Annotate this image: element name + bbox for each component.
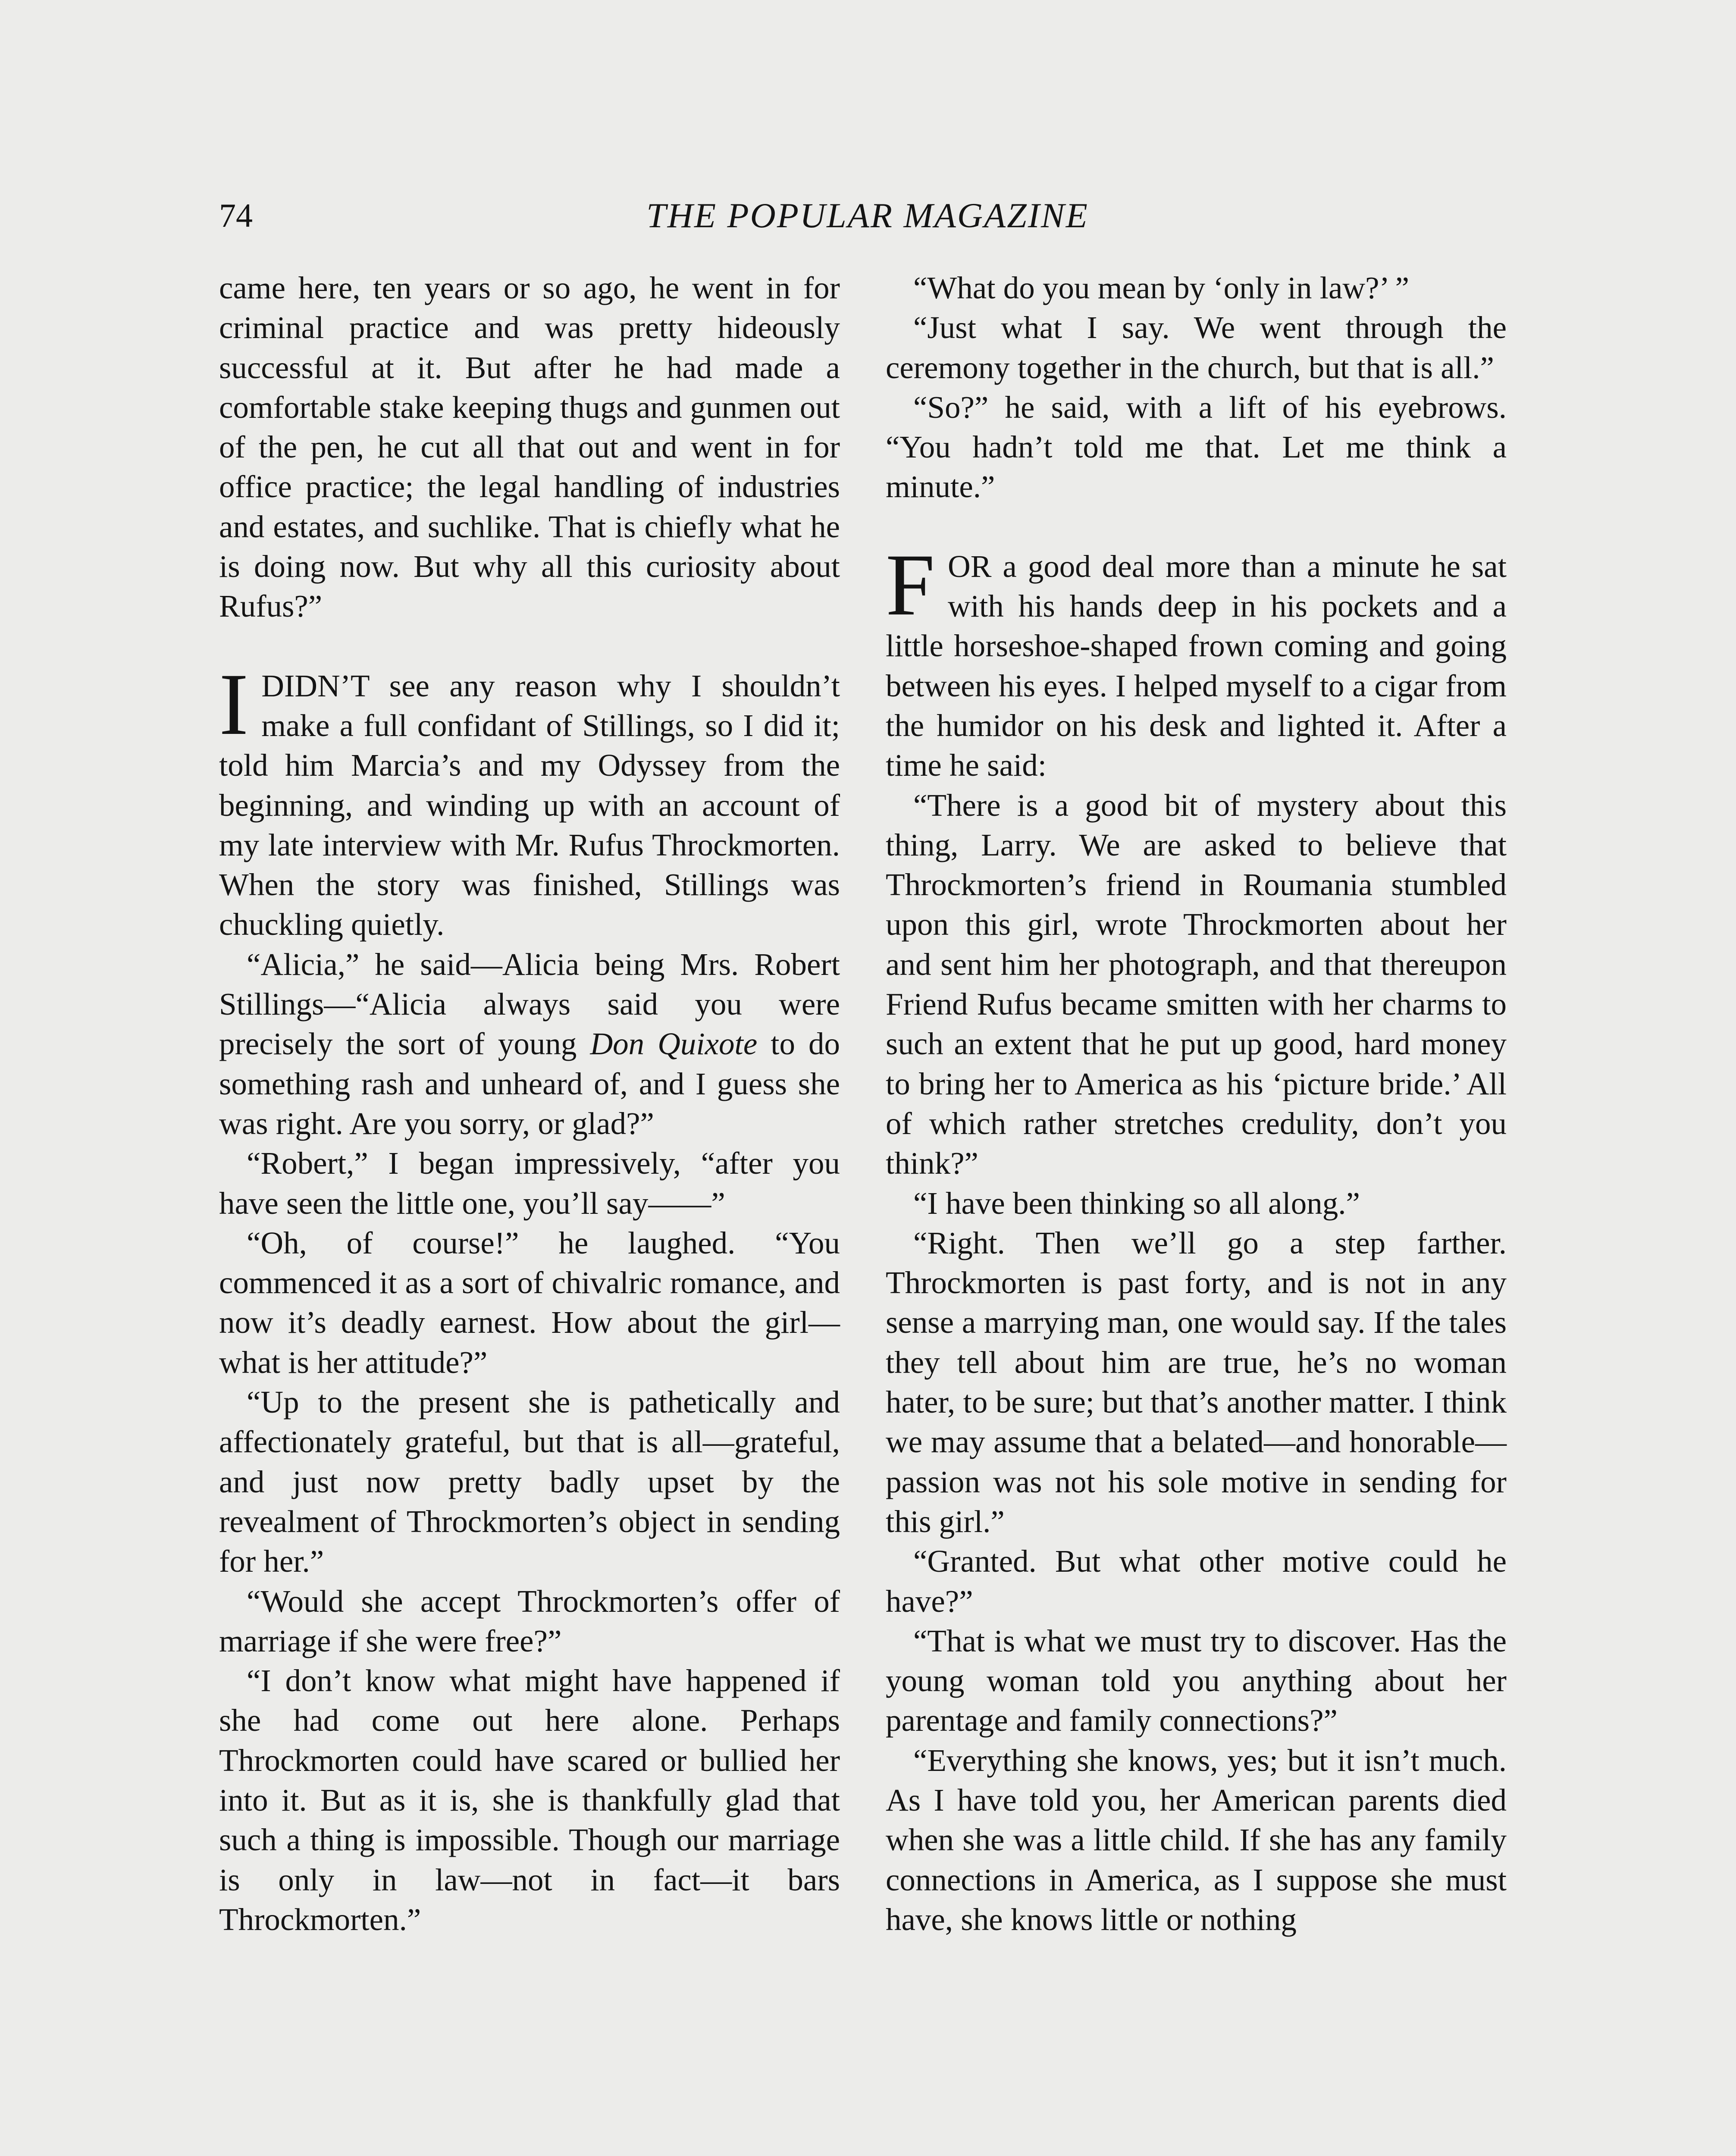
paragraph: “Robert,” I began impressively, “after you have seen the little one, you’ll say——” — [219, 1146, 840, 1221]
paragraph: “Right. Then we’ll go a step farther. Throckmorten is past forty, and is not in any sense a marrying man, one would say. If the tales they tell about him are true, he’s no woman hater, to be sure; but that’s another matter. I think we may assume that a belated—and honorable—passion was not his sole motive in sending for this girl.” — [886, 1225, 1507, 1539]
paragraph: “Would she accept Throckmorten’s offer of marriage if she were free?” — [219, 1583, 840, 1658]
page-header — [219, 190, 1516, 241]
paragraph: “There is a good bit of mystery about this thing, Larry. We are asked to believe that Throckmorten’s friend in Roumania stumbled upon this girl, wrote Throckmorten about her and sent him her photograph, and that thereupon Friend Rufus became smitten with her charms to such an extent that he put up good, hard money to bring her to America as his ‘picture bride.’ All of which rather stretches credulity, don’t you think?” — [886, 787, 1507, 1181]
paragraph: “Everything she knows, yes; but it isn’t much. As I have told you, her American parents died when she was a little child. If she has any family connections in America, as I suppose she must have, she knows little or nothing — [886, 1742, 1507, 1937]
section-text: OR a good deal more than a minute he sat with his hands deep in his pockets and a little horseshoe-shaped frown coming and going between his eyes. I helped myself to a cigar from the humidor on his desk and lighted it. After a time he said: — [886, 548, 1507, 783]
paragraph: “I have been thinking so all along.” — [913, 1185, 1360, 1221]
drop-cap: F — [886, 536, 935, 634]
drop-cap: I — [219, 655, 249, 753]
paragraph: “That is what we must try to discover. Has the young woman told you anything about her parentage and family connections?” — [886, 1623, 1507, 1738]
paragraph: “Granted. But what other motive could he have?” — [886, 1544, 1507, 1619]
section-text: DIDN’T see any reason why I shouldn’t make a full confidant of Stillings, so I did it; told him Marcia’s and my Odyssey from the beginning, and winding up with an account of my late interview with Mr. Rufus Throckmorten. When the story was finished, Stillings was chuckling quietly. — [219, 668, 840, 942]
paragraph: “I don’t know what might have happened if she had come out here alone. Perhaps Throckmorten could have scared or bullied her into it. But as it is, she is thankfully glad that such a thing is impossible. Though our marriage is only in law—not in fact—it bars Throckmorten.” — [219, 1663, 840, 1937]
paragraph: “Up to the present she is pathetically and affectionately grateful, but that is all—grateful, and just now pretty badly upset by the revealment of Throckmorten’s object in sending for her.” — [219, 1385, 840, 1579]
running-title: THE POPULAR MAGAZINE — [646, 196, 1089, 235]
page-number: 74 — [219, 197, 253, 234]
paragraph: “What do you mean by ‘only in law?’ ” — [913, 270, 1410, 305]
paragraph: “Just what I say. We went through the ceremony together in the church, but that is all.” — [886, 310, 1507, 385]
section-opening-paragraph — [219, 655, 840, 945]
left-column — [219, 268, 840, 1940]
paragraph: “Oh, of course!” he laughed. “You commenced it as a sort of chivalric romance, and now it’s deadly earnest. How about the girl—what is her attitude?” — [219, 1225, 840, 1380]
paragraph: came here, ten years or so ago, he went in for criminal practice and was pretty hideously successful at it. But after he had made a comfortable stake keeping thugs and gunmen out of the pen, he cut all that out and went in for office practice; the legal handling of industries and estates, and suchlike. That is chiefly what he is doing now. But why all this curiosity about Rufus?” — [219, 270, 840, 624]
paragraph: “So?” he said, with a lift of his eyebrows. “You hadn’t told me that. Let me think a minute.” — [886, 389, 1507, 505]
section-opening-paragraph — [886, 536, 1507, 786]
right-column — [886, 268, 1507, 1940]
paragraph: “Alicia,” he said—Alicia being Mrs. Robert Stillings—“Alicia always said you were precisely the sort of young Don Quixote to do something rash and unheard of, and I guess she was right. Are you sorry, or glad?” — [219, 946, 840, 1141]
italic-title: Don Quixote — [590, 1026, 758, 1062]
